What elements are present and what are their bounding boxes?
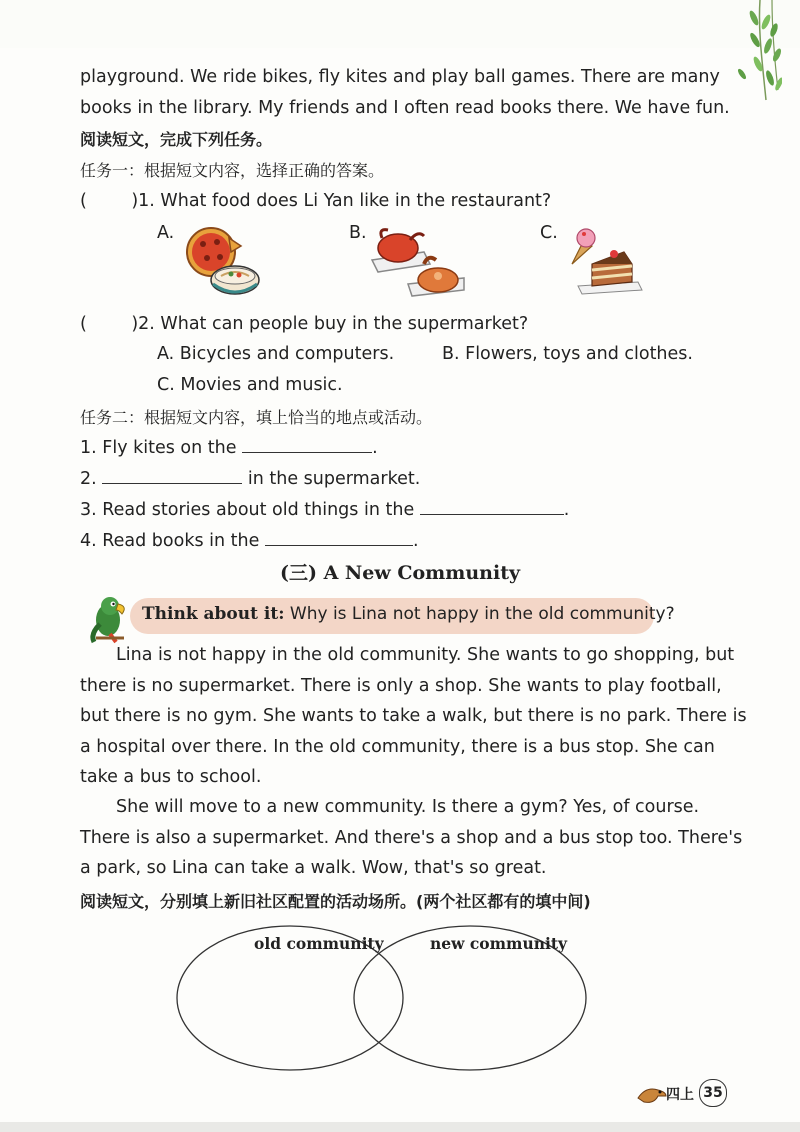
section-title: (三) A New Community (279, 562, 521, 584)
answer-blank[interactable] (102, 469, 242, 484)
page-bottom-edge (0, 1122, 800, 1132)
roast-chicken-image (368, 224, 468, 300)
passage-line: take a bus to school. (80, 767, 262, 787)
fill-dot: . (563, 500, 570, 520)
fill-text: 1. Fly kites on the (80, 438, 237, 458)
option-c: C. Movies and music. (157, 375, 343, 395)
paragraph-1 (80, 640, 747, 793)
passage-line: but there is no gym. She wants to take a walk, but there is no park. There is (80, 706, 747, 726)
task-title: 任务一：根据短文内容，选择正确的答案。 (80, 161, 385, 180)
passage-line: a park, so Lina can take a walk. Wow, that's so great. (80, 858, 547, 878)
pizza-noodles-image (183, 224, 263, 304)
passage-line: a hospital over there. In the old community, there is a bus stop. She can (80, 736, 715, 757)
answer-paren[interactable]: ( ) (80, 314, 139, 334)
instruction-text: 阅读短文，完成下列任务。 (80, 130, 273, 149)
grade-label: 四上 (666, 1087, 694, 1103)
passage-line: She will move to a new community. Is there a gym? Yes, of course. (116, 797, 700, 817)
bird-icon (636, 1082, 668, 1106)
answer-paren[interactable]: ( ) (80, 191, 139, 211)
fill-text: in the supermarket. (247, 469, 421, 489)
passage-line: Lina is not happy in the old community. She wants to go shopping, but (116, 645, 735, 665)
question-text: 1. What food does Li Yan like in the restaurant? (138, 191, 552, 211)
page-number: 35 (699, 1079, 727, 1107)
fill-item-1 (80, 433, 378, 464)
question-2 (80, 309, 528, 340)
passage-line: playground. We ride bikes, fly kites and play ball games. There are many (80, 67, 720, 87)
instruction-text: 阅读短文，分别填上新旧社区配置的活动场所。(两个社区都有的填中间) (80, 892, 591, 911)
option-a: A. Bicycles and computers. (157, 344, 395, 364)
passage-line: There is also a supermarket. And there's a shop and a bus stop too. There's (80, 827, 743, 848)
question-text: 2. What can people buy in the supermarket? (138, 314, 529, 334)
fill-item-2 (80, 464, 420, 495)
parrot-icon (84, 594, 134, 644)
question-1 (80, 186, 551, 217)
venn-diagram (170, 924, 640, 1076)
paragraph-2 (80, 792, 743, 884)
option-label: C. (540, 223, 558, 243)
willow-leaves-icon (722, 0, 782, 104)
passage-line: there is no supermarket. There is only a shop. She wants to play football, (80, 675, 722, 696)
task-title: 任务二：根据短文内容，填上恰当的地点或活动。 (80, 408, 433, 427)
passage-line: books in the library. My friends and I often read books there. We have fun. (80, 98, 730, 118)
answer-blank[interactable] (242, 438, 372, 453)
fill-dot: . (412, 531, 419, 551)
fill-item-3 (80, 495, 569, 526)
ice-cream-cake-image (566, 224, 646, 296)
venn-left-label: old community (254, 934, 384, 953)
option-label: A. (157, 223, 175, 243)
fill-text: 4. Read books in the (80, 531, 260, 551)
option-label: B. (349, 223, 367, 243)
think-label: Think about it: (142, 604, 285, 624)
fill-dot: . (372, 438, 378, 458)
fill-item-4 (80, 526, 419, 557)
fill-text: 2. (80, 469, 97, 489)
page-top-margin (0, 0, 800, 48)
think-question: Why is Lina not happy in the old community? (289, 604, 675, 624)
answer-blank[interactable] (420, 500, 564, 515)
venn-right-label: new community (430, 934, 568, 953)
answer-blank[interactable] (265, 531, 413, 546)
fill-text: 3. Read stories about old things in the (80, 500, 415, 520)
think-about-it (142, 604, 675, 624)
option-b: B. Flowers, toys and clothes. (442, 344, 693, 364)
